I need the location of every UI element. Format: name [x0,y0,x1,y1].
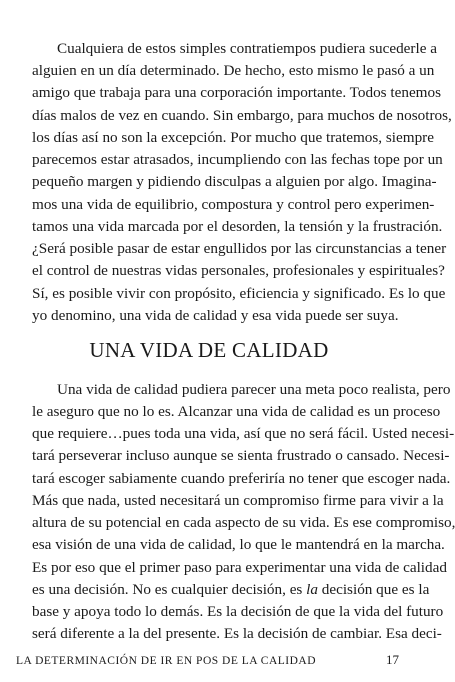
text-line: Sí, es posible vivir con propósito, eficiencia y significado. Es lo que [32,285,446,302]
text-line: Cualquiera de estos simples contratiempos pudiera sucederle a [57,40,437,57]
page-number: 17 [386,652,399,667]
text-line: alguien en un día determinado. De hecho, esto mismo le pasó a un [32,62,435,79]
text-line: amigo que trabaja para una corporación importante. Todos tenemos [32,84,442,101]
text-line: Más que nada, usted necesitará un compromiso firme para vivir a la [32,492,444,509]
text-line: pequeño margen y pidiendo disculpas a alguien por algo. Imagina- [32,173,437,190]
text-line: base y apoya todo lo demás. Es la decisión de que la vida del futuro [32,603,444,620]
text-line: días malos de vez en cuando. Sin embargo, para muchos de nosotros, [32,107,452,124]
text-line: los días así no son la excepción. Por mucho que tratemos, siempre [32,129,434,146]
text-line: ¿Será posible pasar de estar engullidos por las circunstancias a tener [32,240,447,257]
text-line: Es por eso que el primer paso para experimentar una vida de calidad [32,559,447,576]
text-line: le aseguro que no lo es. Alcanzar una vida de calidad es un proceso [32,403,441,420]
text-line [32,581,430,598]
text-line: altura de su potencial en cada aspecto de su vida. Es ese compromiso, [32,514,455,531]
text-line: Una vida de calidad pudiera parecer una meta poco realista, pero [57,381,451,398]
text-line: tará perseverar incluso aunque se sienta frustrado o cansado. Necesi- [32,447,450,464]
text-line: mos una vida de equilibrio, compostura y control pero experimen- [32,196,435,213]
text-line: que requiere…pues toda una vida, así que no será fácil. Usted necesi- [32,425,455,442]
text-run: decisión que es la [317,581,430,598]
text-line: el control de nuestras vidas personales, profesionales y espirituales? [32,262,445,279]
section-heading: UNA VIDA DE CALIDAD [89,338,329,362]
emphasis-text: la [306,581,318,598]
text-line: yo denomino, una vida de calidad y esa vida puede ser suya. [32,307,399,324]
text-line: tamos una vida marcada por el desorden, la tensión y la frustración. [32,218,443,235]
text-run: es una decisión. No es cualquier decisión, es [32,581,307,598]
text-line: esa visión de una vida de calidad, lo que le mantendrá en la marcha. [32,536,445,553]
running-title: LA DETERMINACIÓN DE IR EN POS DE LA CALIDAD [16,655,317,667]
text-line: será diferente a la del presente. Es la decisión de cambiar. Esa deci- [32,625,442,642]
text-line: tará escoger sabiamente cuando preferiría no tener que escoger nada. [32,470,451,487]
text-line: parecemos estar atrasados, incumpliendo con las fechas tope por un [32,151,443,168]
